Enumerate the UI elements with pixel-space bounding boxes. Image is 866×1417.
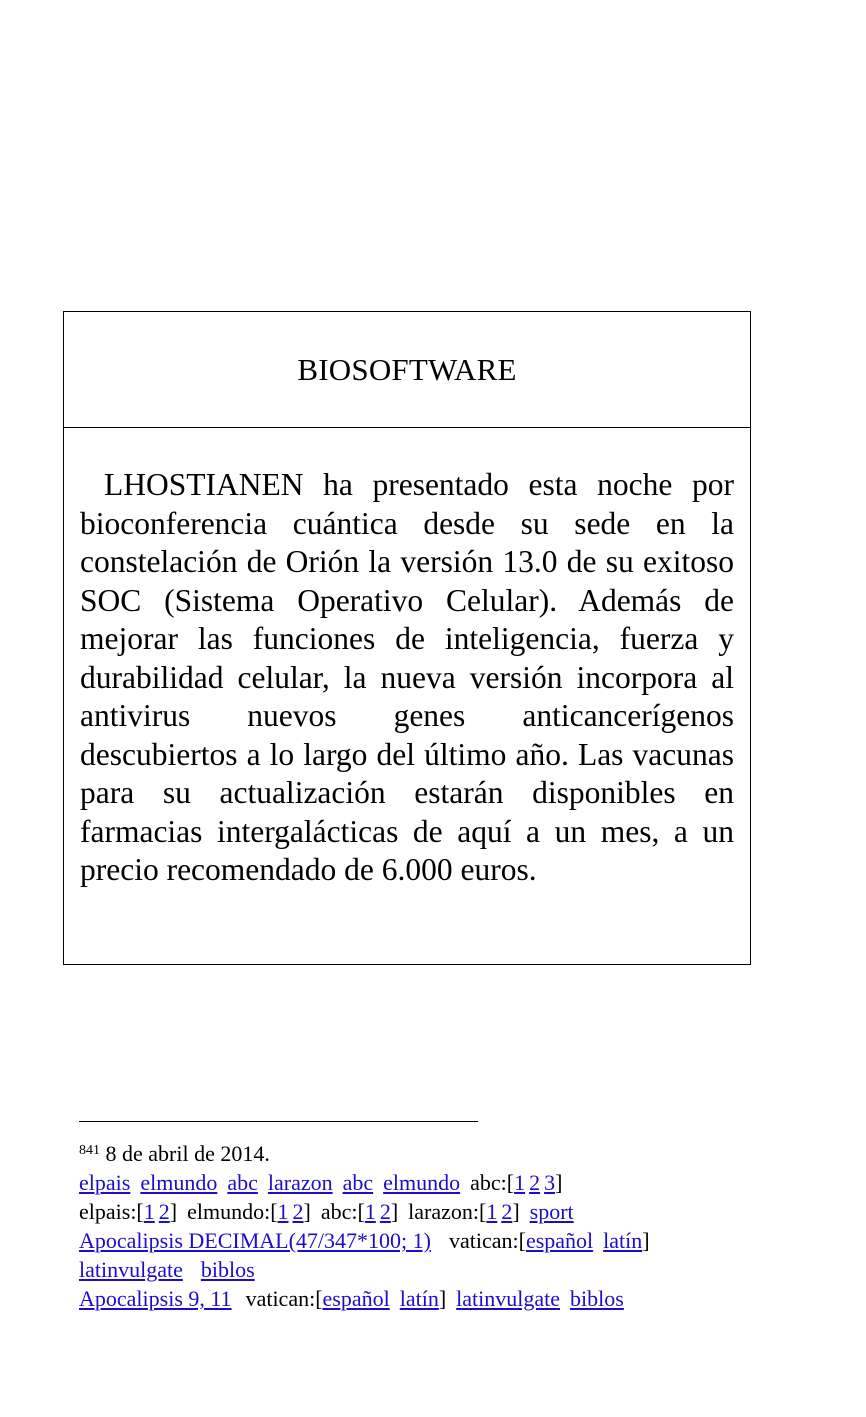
link-elmundo-2n[interactable]: 2 xyxy=(292,1199,304,1224)
link-vatican-latin[interactable]: latín xyxy=(603,1228,643,1253)
link-abc-3[interactable]: 3 xyxy=(544,1170,556,1195)
article-body: LHOSTIANEN ha presentado esta noche por bioconferencia cuántica desde su sede en la constelación de Orión la versión 13.0 de su exitoso SOC (Sistema Operativo Celular). Además de mejorar las funciones de inteligencia, fuerza y durabilidad celular, la nueva versión incorpora al antivirus nuevos genes anticancerígenos descubiertos a lo largo del último año. Las vacunas para su actualización estarán disponibles en farmacias intergalácticas de aquí a un mes, a un precio recomendado de 6.000 euros. xyxy=(80,467,734,887)
link-abc2-1[interactable]: 1 xyxy=(364,1199,376,1224)
vatican-label-2: vatican:[ xyxy=(245,1286,323,1311)
footnote-date: 8 de abril de 2014. xyxy=(105,1141,270,1166)
article-box xyxy=(63,311,751,965)
link-biblos-2[interactable]: biblos xyxy=(570,1286,624,1311)
footnotes xyxy=(79,1139,779,1313)
link-latinvulgate-2[interactable]: latinvulgate xyxy=(456,1286,561,1311)
links-line-4 xyxy=(79,1255,779,1284)
abc-label: abc:[ xyxy=(470,1170,515,1195)
footnote-number: 841 xyxy=(79,1143,100,1158)
footnote-rule xyxy=(79,1121,478,1122)
larazon-label: larazon:[ xyxy=(408,1199,487,1224)
vatican-label: vatican:[ xyxy=(448,1228,526,1253)
bracket-close: ] xyxy=(169,1199,178,1224)
footnote-line xyxy=(79,1139,779,1168)
elmundo-label: elmundo:[ xyxy=(187,1199,278,1224)
link-vatican-espanol[interactable]: español xyxy=(525,1228,594,1253)
abc2-label: abc:[ xyxy=(320,1199,365,1224)
link-elpais[interactable]: elpais xyxy=(79,1170,131,1195)
link-apocalipsis-decimal[interactable]: Apocalipsis DECIMAL(47/347*100; 1) xyxy=(79,1228,431,1253)
link-elmundo-2[interactable]: elmundo xyxy=(383,1170,461,1195)
link-vatican-latin-2[interactable]: latín xyxy=(399,1286,439,1311)
link-larazon-2[interactable]: 2 xyxy=(501,1199,513,1224)
link-elmundo[interactable]: elmundo xyxy=(140,1170,218,1195)
bracket-close: ] xyxy=(303,1199,311,1224)
bracket-close: ] xyxy=(390,1199,399,1224)
link-elmundo-1[interactable]: 1 xyxy=(277,1199,289,1224)
link-latinvulgate[interactable]: latinvulgate xyxy=(79,1257,183,1282)
link-abc-2n[interactable]: 2 xyxy=(529,1170,541,1195)
links-line-5 xyxy=(79,1284,779,1313)
link-sport[interactable]: sport xyxy=(529,1199,574,1224)
links-line-3 xyxy=(79,1226,779,1255)
article-body-container xyxy=(64,428,750,890)
bracket-close: ] xyxy=(438,1286,447,1311)
bracket-close: ] xyxy=(555,1170,563,1195)
link-abc[interactable]: abc xyxy=(227,1170,258,1195)
link-larazon[interactable]: larazon xyxy=(267,1170,333,1195)
link-larazon-1[interactable]: 1 xyxy=(486,1199,498,1224)
links-line-2 xyxy=(79,1197,779,1226)
bracket-close: ] xyxy=(512,1199,520,1224)
link-abc-1[interactable]: 1 xyxy=(514,1170,526,1195)
link-apocalipsis-9-11[interactable]: Apocalipsis 9, 11 xyxy=(79,1286,232,1311)
elpais-label: elpais:[ xyxy=(79,1199,144,1224)
link-biblos[interactable]: biblos xyxy=(200,1257,255,1282)
link-abc-2[interactable]: abc xyxy=(342,1170,374,1195)
link-vatican-espanol-2[interactable]: español xyxy=(322,1286,390,1311)
bracket-close: ] xyxy=(642,1228,650,1253)
link-elpais-1[interactable]: 1 xyxy=(143,1199,155,1224)
link-elpais-2[interactable]: 2 xyxy=(158,1199,170,1224)
link-abc2-2[interactable]: 2 xyxy=(379,1199,391,1224)
links-line-1 xyxy=(79,1168,779,1197)
article-title: BIOSOFTWARE xyxy=(64,312,750,428)
